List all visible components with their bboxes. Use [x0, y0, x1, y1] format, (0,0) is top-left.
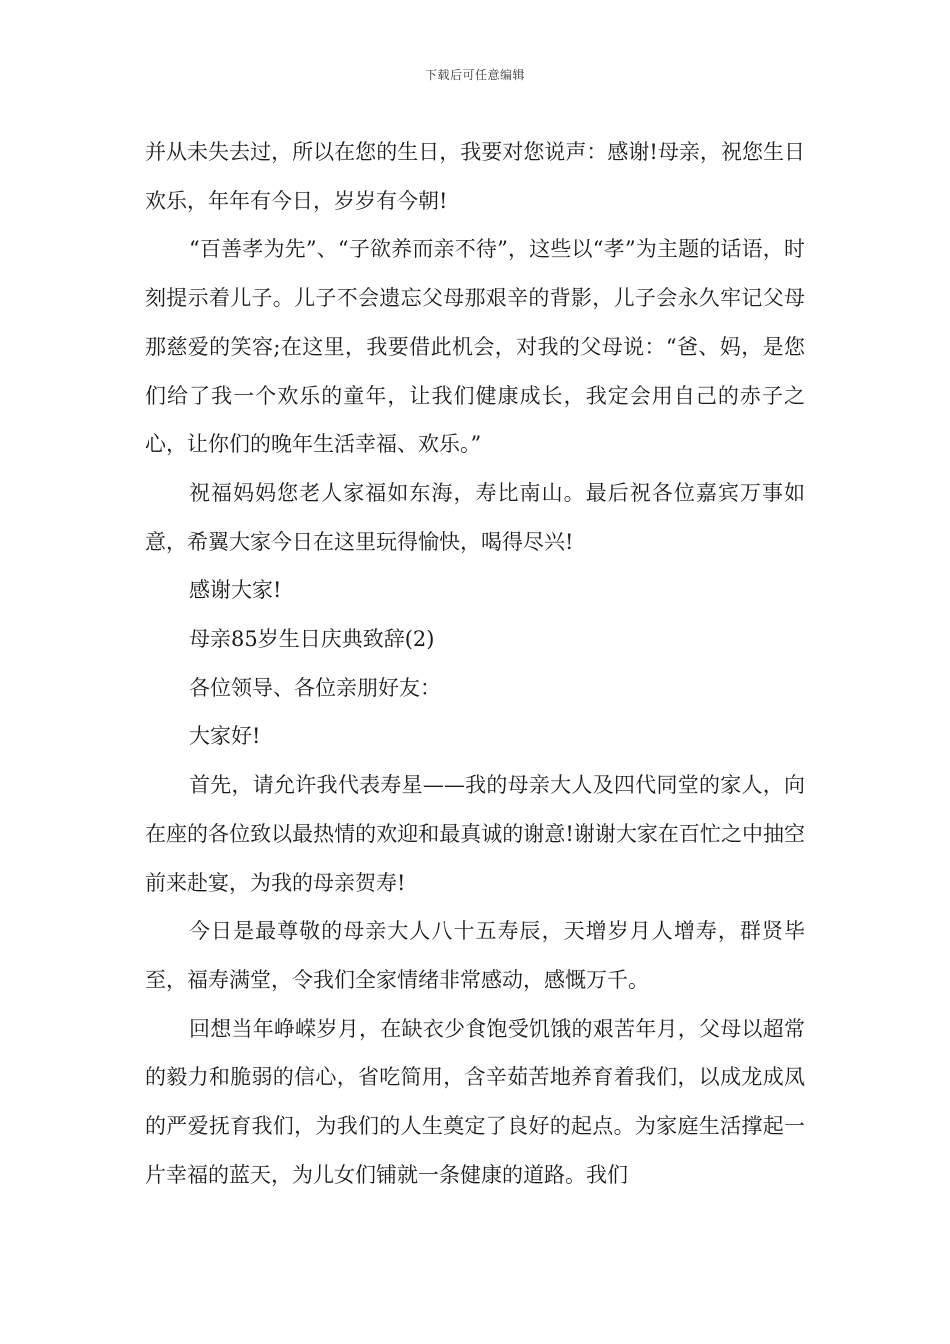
paragraph: 祝福妈妈您老人家福如东海，寿比南山。最后祝各位嘉宾万事如意，希翼大家今日在这里玩得愉快，喝得尽兴! [145, 480, 805, 554]
section-title: 母亲85岁生日庆典致辞(2) [189, 627, 435, 652]
paragraph: 今日是最尊敬的母亲大人八十五寿辰，天增岁月人增寿，群贤毕至，福寿满堂，令我们全家情绪非常感动，感慨万千。 [145, 919, 805, 992]
paragraph: “百善孝为先”、“子欲养而亲不待”，这些以“孝”为主题的话语，时刻提示着儿子。儿子不会遗忘父母那艰辛的背影，儿子会永久牢记父母那慈爱的笑容;在这里，我要借此机会，对我的父母说：“爸、妈，是您们给了我一个欢乐的童年，让我们健康成长，我定会用自己的赤子之心，让你们的晚年生活幸福、欢乐。” [145, 237, 805, 457]
document-body [145, 128, 805, 1199]
paragraph: 感谢大家! [189, 578, 282, 603]
paragraph: 回想当年峥嵘岁月，在缺衣少食饱受饥饿的艰苦年月，父母以超常的毅力和脆弱的信心，省吃简用，含辛茹苦地养育着我们，以成龙成凤的严爱抚育我们，为我们的人生奠定了良好的起点。为家庭生活撑起一片幸福的蓝天，为儿女们铺就一条健康的道路。我们 [145, 1016, 805, 1187]
salutation: 各位领导、各位亲朋好友： [189, 675, 441, 700]
greeting: 大家好! [189, 724, 261, 749]
paragraph: 首先，请允许我代表寿星——我的母亲大人及四代同堂的家人，向在座的各位致以最热情的欢迎和最真诚的谢意!谢谢大家在百忙之中抽空前来赴宴，为我的母亲贺寿! [145, 773, 805, 895]
header-note: 下载后可任意编辑 [424, 68, 525, 82]
paragraph: 并从未失去过，所以在您的生日，我要对您说声：感谢!母亲，祝您生日欢乐，年年有今日，岁岁有今朝! [145, 140, 805, 213]
